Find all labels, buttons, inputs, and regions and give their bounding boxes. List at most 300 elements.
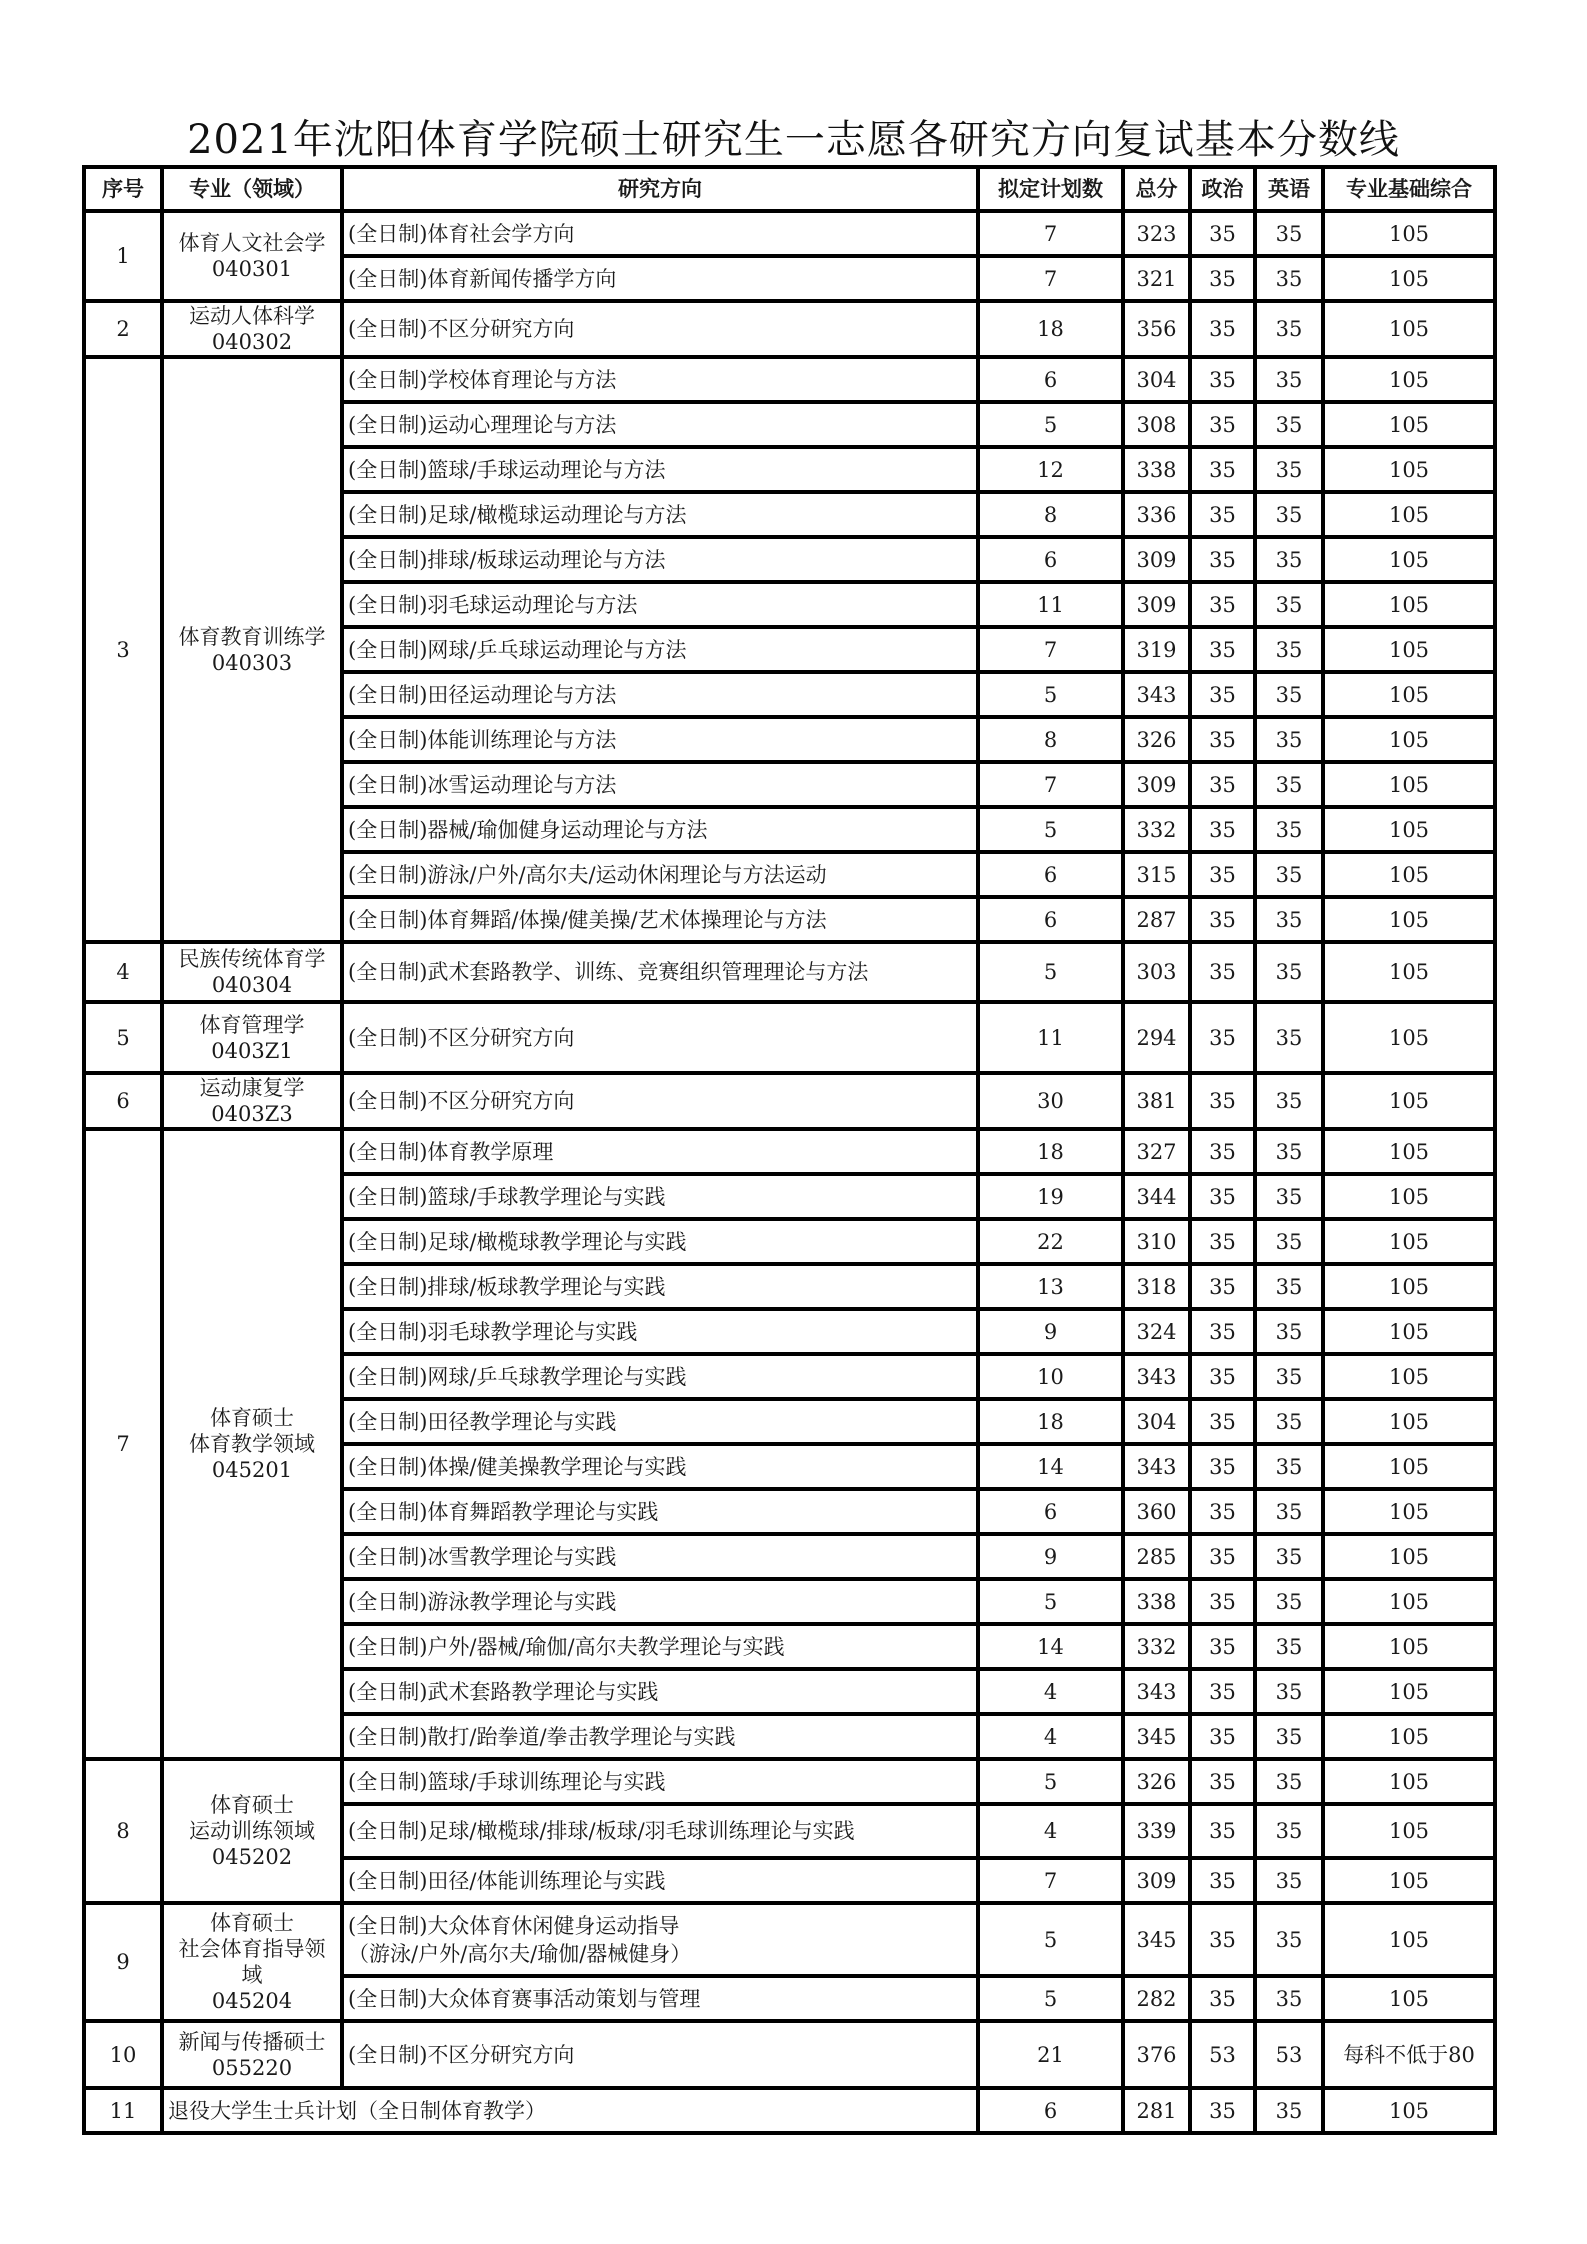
total-score: 303 xyxy=(1123,942,1190,1002)
direction-text: (全日制)篮球/手球运动理论与方法 xyxy=(348,457,666,482)
research-direction xyxy=(342,582,978,627)
research-direction xyxy=(342,1264,978,1309)
politics-score: 35 xyxy=(1190,1264,1255,1309)
plan-count: 30 xyxy=(978,1073,1123,1129)
total-score: 315 xyxy=(1123,852,1190,897)
politics-score: 35 xyxy=(1190,1219,1255,1264)
total-score: 336 xyxy=(1123,492,1190,537)
politics-score: 35 xyxy=(1190,357,1255,402)
row-number: 2 xyxy=(84,301,162,357)
direction-text: (全日制)武术套路教学理论与实践 xyxy=(348,1679,659,1704)
plan-count: 18 xyxy=(978,301,1123,357)
plan-count: 11 xyxy=(978,1002,1123,1073)
table-row xyxy=(84,357,1495,402)
direction-text: (全日制)学校体育理论与方法 xyxy=(348,367,617,392)
english-score: 35 xyxy=(1255,1264,1323,1309)
veteran-program-label: 退役大学生士兵计划（全日制体育教学） xyxy=(162,2088,978,2133)
english-score: 35 xyxy=(1255,672,1323,717)
plan-count: 7 xyxy=(978,627,1123,672)
direction-text: (全日制)网球/乒乓球运动理论与方法 xyxy=(348,637,687,662)
major-code: 0403Z3 xyxy=(211,1102,293,1126)
total-score: 345 xyxy=(1123,1714,1190,1759)
major-name: 运动人体科学 xyxy=(189,304,315,328)
plan-count: 6 xyxy=(978,852,1123,897)
plan-count: 11 xyxy=(978,582,1123,627)
plan-count: 12 xyxy=(978,447,1123,492)
table-row xyxy=(84,301,1495,357)
major-code: 040303 xyxy=(211,650,293,675)
plan-count: 9 xyxy=(978,1534,1123,1579)
english-score: 35 xyxy=(1255,447,1323,492)
row-number: 11 xyxy=(84,2088,162,2133)
total-score: 285 xyxy=(1123,1534,1190,1579)
total-score: 318 xyxy=(1123,1264,1190,1309)
english-score: 35 xyxy=(1255,1399,1323,1444)
direction-text: (全日制)器械/瑜伽健身运动理论与方法 xyxy=(348,817,708,842)
major-code: 040304 xyxy=(211,973,293,997)
total-score: 309 xyxy=(1123,1858,1190,1903)
row-number: 10 xyxy=(84,2021,162,2088)
col-header-no: 序号 xyxy=(84,167,162,211)
plan-count: 5 xyxy=(978,402,1123,447)
plan-count: 8 xyxy=(978,717,1123,762)
total-score: 381 xyxy=(1123,1073,1190,1129)
research-direction xyxy=(342,942,978,1002)
direction-text: (全日制)田径教学理论与实践 xyxy=(348,1409,617,1434)
basic-score: 105 xyxy=(1323,1264,1495,1309)
table-row-veteran xyxy=(84,2088,1495,2133)
major-code: 040301 xyxy=(211,257,293,281)
research-direction xyxy=(342,672,978,717)
research-direction xyxy=(342,1858,978,1903)
english-score: 35 xyxy=(1255,1309,1323,1354)
row-number: 6 xyxy=(84,1073,162,1129)
politics-score: 35 xyxy=(1190,1354,1255,1399)
politics-score: 35 xyxy=(1190,762,1255,807)
direction-text: (全日制)足球/橄榄球运动理论与方法 xyxy=(348,502,687,527)
politics-score: 35 xyxy=(1190,1903,1255,1976)
politics-score: 35 xyxy=(1190,1174,1255,1219)
research-direction xyxy=(342,627,978,672)
basic-score: 105 xyxy=(1323,1309,1495,1354)
plan-count: 13 xyxy=(978,1264,1123,1309)
politics-score: 35 xyxy=(1190,537,1255,582)
english-score: 35 xyxy=(1255,301,1323,357)
basic-score: 105 xyxy=(1323,1903,1495,1976)
politics-score: 35 xyxy=(1190,942,1255,1002)
english-score: 35 xyxy=(1255,717,1323,762)
research-direction xyxy=(342,897,978,942)
research-direction xyxy=(342,447,978,492)
major-cell xyxy=(162,1903,342,2021)
politics-score: 35 xyxy=(1190,1534,1255,1579)
basic-score: 105 xyxy=(1323,717,1495,762)
direction-text: (全日制)大众体育休闲健身运动指导 xyxy=(348,1913,680,1938)
total-score: 332 xyxy=(1123,1624,1190,1669)
total-score: 321 xyxy=(1123,256,1190,301)
major-name: 体育硕士 xyxy=(210,1911,294,1935)
direction-text-line2: （游泳/户外/高尔夫/瑜伽/器械健身） xyxy=(348,1941,692,1966)
politics-score: 35 xyxy=(1190,1624,1255,1669)
major-name: 体育教学领域 xyxy=(189,1432,315,1456)
plan-count: 9 xyxy=(978,1309,1123,1354)
politics-score: 35 xyxy=(1190,1714,1255,1759)
col-header-direction: 研究方向 xyxy=(342,167,978,211)
row-number: 7 xyxy=(84,1129,162,1759)
politics-score: 35 xyxy=(1190,1858,1255,1903)
politics-score: 35 xyxy=(1190,897,1255,942)
english-score: 35 xyxy=(1255,256,1323,301)
english-score: 35 xyxy=(1255,402,1323,447)
major-name: 民族传统体育学 xyxy=(178,947,326,971)
total-score: 343 xyxy=(1123,672,1190,717)
english-score: 35 xyxy=(1255,942,1323,1002)
politics-score: 35 xyxy=(1190,717,1255,762)
major-code: 045202 xyxy=(211,1845,293,1869)
major-cell xyxy=(162,2021,342,2088)
page-title: 2021年沈阳体育学院硕士研究生一志愿各研究方向复试基本分数线 xyxy=(187,117,1400,163)
english-score: 35 xyxy=(1255,582,1323,627)
total-score: 344 xyxy=(1123,1174,1190,1219)
english-score: 35 xyxy=(1255,1903,1323,1976)
politics-score: 35 xyxy=(1190,1579,1255,1624)
politics-score: 35 xyxy=(1190,301,1255,357)
total-score: 360 xyxy=(1123,1489,1190,1534)
direction-text: (全日制)田径运动理论与方法 xyxy=(348,682,617,707)
english-score: 35 xyxy=(1255,1804,1323,1858)
major-name: 运动训练领域 xyxy=(189,1819,315,1843)
basic-score: 105 xyxy=(1323,1858,1495,1903)
english-score: 35 xyxy=(1255,1534,1323,1579)
english-score: 35 xyxy=(1255,1759,1323,1804)
research-direction xyxy=(342,537,978,582)
research-direction xyxy=(342,2021,978,2088)
basic-score: 105 xyxy=(1323,1624,1495,1669)
english-score: 35 xyxy=(1255,1714,1323,1759)
english-score: 35 xyxy=(1255,1489,1323,1534)
row-number: 4 xyxy=(84,942,162,1002)
major-cell xyxy=(162,301,342,357)
politics-score: 35 xyxy=(1190,1073,1255,1129)
basic-score: 105 xyxy=(1323,1219,1495,1264)
direction-text: (全日制)足球/橄榄球/排球/板球/羽毛球训练理论与实践 xyxy=(348,1819,855,1843)
english-score: 35 xyxy=(1255,1219,1323,1264)
plan-count: 6 xyxy=(978,2088,1123,2133)
basic-score: 105 xyxy=(1323,256,1495,301)
research-direction xyxy=(342,1579,978,1624)
direction-text: (全日制)体能训练理论与方法 xyxy=(348,727,617,752)
total-score: 326 xyxy=(1123,1759,1190,1804)
major-cell xyxy=(162,1129,342,1759)
research-direction xyxy=(342,1624,978,1669)
english-score: 35 xyxy=(1255,492,1323,537)
politics-score: 35 xyxy=(1190,211,1255,256)
plan-count: 6 xyxy=(978,537,1123,582)
direction-text: (全日制)不区分研究方向 xyxy=(348,1089,575,1113)
basic-score: 105 xyxy=(1323,1804,1495,1858)
plan-count: 14 xyxy=(978,1624,1123,1669)
research-direction xyxy=(342,1804,978,1858)
major-code: 045204 xyxy=(211,1989,293,2013)
direction-text: (全日制)不区分研究方向 xyxy=(348,317,575,341)
direction-text: (全日制)武术套路教学、训练、竞赛组织管理理论与方法 xyxy=(348,960,869,984)
basic-score: 105 xyxy=(1323,1444,1495,1489)
score-table xyxy=(82,165,1497,2135)
direction-text: (全日制)不区分研究方向 xyxy=(348,1025,575,1050)
plan-count: 4 xyxy=(978,1804,1123,1858)
total-score: 308 xyxy=(1123,402,1190,447)
total-score: 282 xyxy=(1123,1976,1190,2021)
research-direction xyxy=(342,1903,978,1976)
research-direction xyxy=(342,1976,978,2021)
english-score: 35 xyxy=(1255,1579,1323,1624)
english-score: 35 xyxy=(1255,1669,1323,1714)
research-direction xyxy=(342,492,978,537)
english-score: 35 xyxy=(1255,1129,1323,1174)
total-score: 327 xyxy=(1123,1129,1190,1174)
english-score: 35 xyxy=(1255,807,1323,852)
major-name: 体育硕士 xyxy=(210,1793,294,1817)
direction-text: (全日制)田径/体能训练理论与实践 xyxy=(348,1868,666,1893)
total-score: 326 xyxy=(1123,717,1190,762)
total-score: 309 xyxy=(1123,537,1190,582)
plan-count: 5 xyxy=(978,1579,1123,1624)
major-cell xyxy=(162,1073,342,1129)
plan-count: 18 xyxy=(978,1399,1123,1444)
basic-score: 105 xyxy=(1323,211,1495,256)
plan-count: 22 xyxy=(978,1219,1123,1264)
major-code: 0403Z1 xyxy=(211,1038,293,1063)
major-cell xyxy=(162,357,342,942)
plan-count: 8 xyxy=(978,492,1123,537)
politics-score: 35 xyxy=(1190,807,1255,852)
research-direction xyxy=(342,1669,978,1714)
direction-text: (全日制)排球/板球运动理论与方法 xyxy=(348,547,666,572)
plan-count: 5 xyxy=(978,1903,1123,1976)
basic-score: 105 xyxy=(1323,1174,1495,1219)
politics-score: 35 xyxy=(1190,447,1255,492)
plan-count: 7 xyxy=(978,256,1123,301)
major-code: 045201 xyxy=(211,1458,293,1482)
english-score: 35 xyxy=(1255,1354,1323,1399)
plan-count: 5 xyxy=(978,1976,1123,2021)
total-score: 356 xyxy=(1123,301,1190,357)
col-header-politics: 政治 xyxy=(1190,167,1255,211)
politics-score: 35 xyxy=(1190,2088,1255,2133)
total-score: 338 xyxy=(1123,447,1190,492)
english-score: 35 xyxy=(1255,852,1323,897)
major-name: 社会体育指导领 xyxy=(178,1937,326,1961)
row-number: 5 xyxy=(84,1002,162,1073)
research-direction xyxy=(342,211,978,256)
table-row xyxy=(84,1073,1495,1129)
total-score: 323 xyxy=(1123,211,1190,256)
major-cell xyxy=(162,211,342,301)
plan-count: 5 xyxy=(978,807,1123,852)
table-row xyxy=(84,1759,1495,1804)
total-score: 287 xyxy=(1123,897,1190,942)
politics-score: 35 xyxy=(1190,1399,1255,1444)
basic-score: 105 xyxy=(1323,807,1495,852)
basic-score: 105 xyxy=(1323,1002,1495,1073)
politics-score: 35 xyxy=(1190,1002,1255,1073)
politics-score: 53 xyxy=(1190,2021,1255,2088)
total-score: 309 xyxy=(1123,762,1190,807)
plan-count: 7 xyxy=(978,762,1123,807)
plan-count: 5 xyxy=(978,942,1123,1002)
major-name: 新闻与传播硕士 xyxy=(178,2029,326,2054)
direction-text: (全日制)篮球/手球教学理论与实践 xyxy=(348,1184,666,1209)
plan-count: 21 xyxy=(978,2021,1123,2088)
total-score: 345 xyxy=(1123,1903,1190,1976)
plan-count: 6 xyxy=(978,357,1123,402)
direction-text: (全日制)冰雪运动理论与方法 xyxy=(348,772,617,797)
col-header-basic: 专业基础综合 xyxy=(1323,167,1495,211)
direction-text: (全日制)游泳/户外/高尔夫/运动休闲理论与方法运动 xyxy=(348,862,827,887)
plan-count: 7 xyxy=(978,211,1123,256)
basic-score: 105 xyxy=(1323,942,1495,1002)
direction-text: (全日制)排球/板球教学理论与实践 xyxy=(348,1274,666,1299)
research-direction xyxy=(342,1354,978,1399)
english-score: 35 xyxy=(1255,1976,1323,2021)
total-score: 281 xyxy=(1123,2088,1190,2133)
basic-score: 105 xyxy=(1323,1073,1495,1129)
row-number: 3 xyxy=(84,357,162,942)
basic-score: 105 xyxy=(1323,1759,1495,1804)
total-score: 310 xyxy=(1123,1219,1190,1264)
research-direction xyxy=(342,717,978,762)
research-direction xyxy=(342,1309,978,1354)
plan-count: 19 xyxy=(978,1174,1123,1219)
politics-score: 35 xyxy=(1190,672,1255,717)
research-direction xyxy=(342,357,978,402)
direction-text: (全日制)大众体育赛事活动策划与管理 xyxy=(348,1986,701,2011)
plan-count: 5 xyxy=(978,1759,1123,1804)
col-header-total: 总分 xyxy=(1123,167,1190,211)
direction-text: (全日制)羽毛球运动理论与方法 xyxy=(348,592,638,617)
direction-text: (全日制)体育社会学方向 xyxy=(348,221,575,246)
politics-score: 35 xyxy=(1190,852,1255,897)
politics-score: 35 xyxy=(1190,582,1255,627)
direction-text: (全日制)运动心理理论与方法 xyxy=(348,412,617,437)
table-row xyxy=(84,1002,1495,1073)
basic-score: 105 xyxy=(1323,672,1495,717)
direction-text: (全日制)足球/橄榄球教学理论与实践 xyxy=(348,1229,687,1254)
col-header-major: 专业（领域） xyxy=(162,167,342,211)
basic-score: 105 xyxy=(1323,1976,1495,2021)
english-score: 35 xyxy=(1255,897,1323,942)
politics-score: 35 xyxy=(1190,1976,1255,2021)
plan-count: 7 xyxy=(978,1858,1123,1903)
research-direction xyxy=(342,762,978,807)
major-name: 体育管理学 xyxy=(199,1012,305,1037)
major-name: 运动康复学 xyxy=(199,1076,305,1100)
direction-text: (全日制)羽毛球教学理论与实践 xyxy=(348,1319,638,1344)
basic-score: 105 xyxy=(1323,582,1495,627)
politics-score: 35 xyxy=(1190,1309,1255,1354)
direction-text: (全日制)游泳教学理论与实践 xyxy=(348,1589,617,1614)
table-row xyxy=(84,211,1495,256)
english-score: 35 xyxy=(1255,1624,1323,1669)
english-score: 35 xyxy=(1255,211,1323,256)
total-score: 304 xyxy=(1123,357,1190,402)
english-score: 53 xyxy=(1255,2021,1323,2088)
basic-score: 每科不低于80 xyxy=(1323,2021,1495,2088)
politics-score: 35 xyxy=(1190,1444,1255,1489)
plan-count: 6 xyxy=(978,1489,1123,1534)
total-score: 304 xyxy=(1123,1399,1190,1444)
plan-count: 10 xyxy=(978,1354,1123,1399)
table-row xyxy=(84,1129,1495,1174)
english-score: 35 xyxy=(1255,1444,1323,1489)
plan-count: 4 xyxy=(978,1669,1123,1714)
major-name: 体育硕士 xyxy=(210,1406,294,1430)
research-direction xyxy=(342,1073,978,1129)
english-score: 35 xyxy=(1255,357,1323,402)
basic-score: 105 xyxy=(1323,762,1495,807)
research-direction xyxy=(342,1714,978,1759)
english-score: 35 xyxy=(1255,1858,1323,1903)
major-name: 体育人文社会学 xyxy=(178,231,326,255)
total-score: 376 xyxy=(1123,2021,1190,2088)
major-cell xyxy=(162,1002,342,1073)
total-score: 339 xyxy=(1123,1804,1190,1858)
major-name: 体育教育训练学 xyxy=(178,624,326,649)
english-score: 35 xyxy=(1255,1002,1323,1073)
english-score: 35 xyxy=(1255,627,1323,672)
plan-count: 18 xyxy=(978,1129,1123,1174)
research-direction xyxy=(342,402,978,447)
direction-text: (全日制)网球/乒乓球教学理论与实践 xyxy=(348,1364,687,1389)
english-score: 35 xyxy=(1255,1073,1323,1129)
direction-text: (全日制)冰雪教学理论与实践 xyxy=(348,1544,617,1569)
header-row xyxy=(84,167,1495,211)
direction-text: (全日制)不区分研究方向 xyxy=(348,2042,575,2067)
politics-score: 35 xyxy=(1190,1129,1255,1174)
research-direction xyxy=(342,256,978,301)
basic-score: 105 xyxy=(1323,1714,1495,1759)
col-header-plan: 拟定计划数 xyxy=(978,167,1123,211)
research-direction xyxy=(342,852,978,897)
plan-count: 14 xyxy=(978,1444,1123,1489)
basic-score: 105 xyxy=(1323,301,1495,357)
politics-score: 35 xyxy=(1190,1489,1255,1534)
plan-count: 4 xyxy=(978,1714,1123,1759)
basic-score: 105 xyxy=(1323,1579,1495,1624)
politics-score: 35 xyxy=(1190,402,1255,447)
major-name: 域 xyxy=(241,1963,263,1987)
english-score: 35 xyxy=(1255,1174,1323,1219)
politics-score: 35 xyxy=(1190,1759,1255,1804)
total-score: 319 xyxy=(1123,627,1190,672)
english-score: 35 xyxy=(1255,762,1323,807)
total-score: 338 xyxy=(1123,1579,1190,1624)
basic-score: 105 xyxy=(1323,402,1495,447)
direction-text: (全日制)户外/器械/瑜伽/高尔夫教学理论与实践 xyxy=(348,1634,785,1659)
direction-text: (全日制)篮球/手球训练理论与实践 xyxy=(348,1769,666,1794)
direction-text: (全日制)体育舞蹈教学理论与实践 xyxy=(348,1499,659,1524)
direction-text: (全日制)体育教学原理 xyxy=(348,1139,554,1164)
research-direction xyxy=(342,1534,978,1579)
research-direction xyxy=(342,1129,978,1174)
basic-score: 105 xyxy=(1323,1534,1495,1579)
english-score: 35 xyxy=(1255,537,1323,582)
col-header-english: 英语 xyxy=(1255,167,1323,211)
direction-text: (全日制)散打/跆拳道/拳击教学理论与实践 xyxy=(348,1724,736,1749)
table-row xyxy=(84,942,1495,1002)
table-row xyxy=(84,1903,1495,1976)
major-code: 040302 xyxy=(211,330,293,354)
